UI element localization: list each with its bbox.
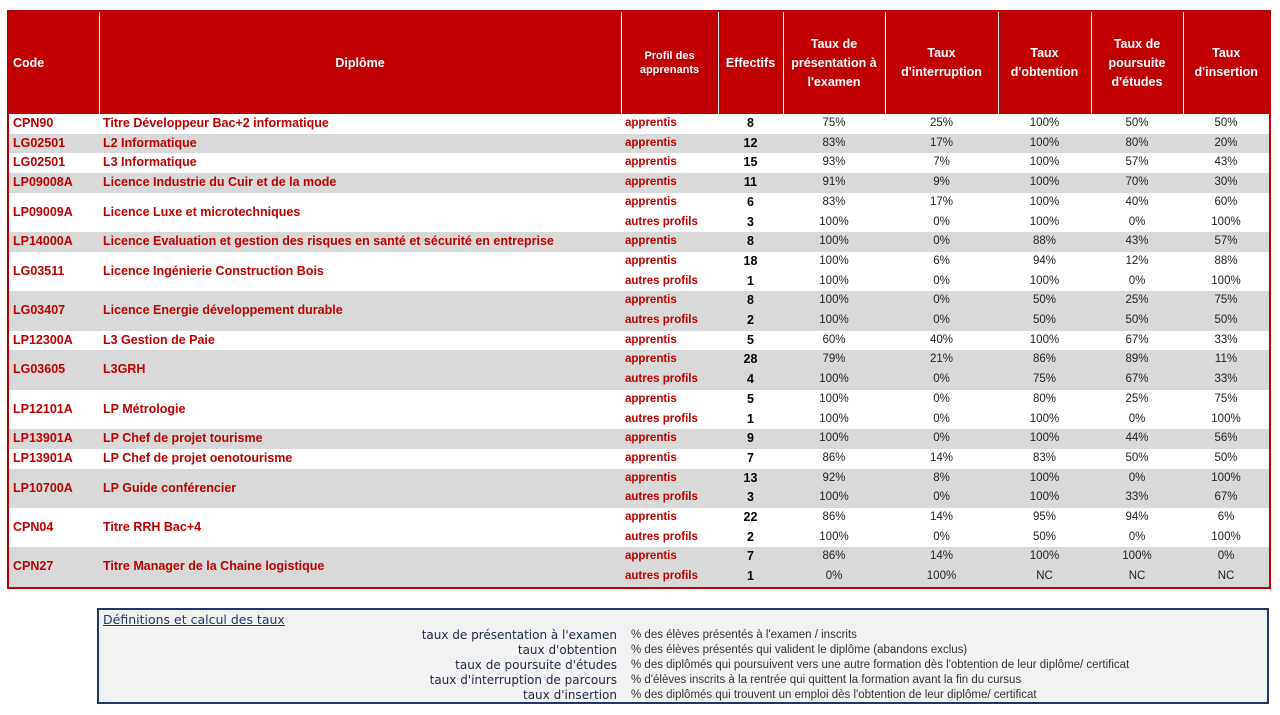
definition-item — [99, 673, 1267, 688]
cell-poursuite: 80% — [1091, 134, 1183, 154]
cell-presentation: 100% — [783, 429, 885, 449]
cell-code: LG03605 — [9, 350, 99, 389]
definition-term: taux d'interruption de parcours — [429, 673, 617, 687]
cell-profil: apprentis — [621, 449, 718, 469]
cell-poursuite: 25% — [1091, 291, 1183, 311]
cell-poursuite: 0% — [1091, 410, 1183, 430]
header-insertion: Taux d'insertion — [1183, 12, 1269, 114]
definitions-list — [99, 628, 1267, 703]
cell-interruption: 0% — [885, 213, 998, 233]
cell-profil: autres profils — [621, 213, 718, 233]
cell-code: LP13901A — [9, 429, 99, 449]
header-profil: Profil des apprenants — [621, 12, 718, 114]
cell-presentation: 83% — [783, 134, 885, 154]
cell-obtention: 100% — [998, 173, 1091, 193]
cell-obtention: 50% — [998, 311, 1091, 331]
cell-effectifs: 5 — [718, 331, 783, 351]
cell-poursuite: 50% — [1091, 114, 1183, 134]
cell-interruption: 9% — [885, 173, 998, 193]
cell-poursuite: 25% — [1091, 390, 1183, 410]
cell-obtention: 94% — [998, 252, 1091, 272]
definition-desc: % des élèves présentés à l'examen / inscrits — [631, 629, 857, 641]
cell-presentation: 91% — [783, 173, 885, 193]
cell-obtention: 100% — [998, 547, 1091, 567]
header-code: Code — [9, 12, 99, 114]
cell-profil: autres profils — [621, 567, 718, 587]
table-row — [9, 252, 1269, 272]
cell-effectifs: 2 — [718, 528, 783, 548]
cell-presentation: 100% — [783, 252, 885, 272]
cell-effectifs: 15 — [718, 153, 783, 173]
cell-poursuite: NC — [1091, 567, 1183, 587]
cell-insertion: 30% — [1183, 173, 1269, 193]
results-table-container — [7, 10, 1271, 589]
cell-insertion: 57% — [1183, 232, 1269, 252]
cell-diplome: Licence Energie développement durable — [99, 291, 621, 330]
cell-effectifs: 6 — [718, 193, 783, 213]
cell-obtention: 100% — [998, 488, 1091, 508]
cell-interruption: 100% — [885, 567, 998, 587]
cell-profil: apprentis — [621, 252, 718, 272]
cell-presentation: 75% — [783, 114, 885, 134]
cell-interruption: 8% — [885, 469, 998, 489]
definition-term: taux d'obtention — [517, 643, 617, 657]
cell-obtention: 83% — [998, 449, 1091, 469]
cell-insertion: 100% — [1183, 469, 1269, 489]
definition-desc: % des élèves présentés qui valident le diplôme (abandons exclus) — [631, 644, 968, 656]
cell-code: CPN04 — [9, 508, 99, 547]
cell-profil: apprentis — [621, 173, 718, 193]
definition-desc: % des diplômés qui poursuivent vers une autre formation dès l'obtention de leur diplôme/ certificat — [631, 659, 1130, 671]
table-row — [9, 547, 1269, 567]
cell-presentation: 100% — [783, 311, 885, 331]
cell-profil: apprentis — [621, 291, 718, 311]
cell-insertion: 75% — [1183, 390, 1269, 410]
cell-obtention: 100% — [998, 410, 1091, 430]
cell-poursuite: 12% — [1091, 252, 1183, 272]
cell-insertion: 33% — [1183, 331, 1269, 351]
cell-code: LG02501 — [9, 153, 99, 173]
cell-poursuite: 70% — [1091, 173, 1183, 193]
cell-presentation: 100% — [783, 390, 885, 410]
cell-interruption: 0% — [885, 370, 998, 390]
table-row — [9, 429, 1269, 449]
cell-presentation: 83% — [783, 193, 885, 213]
cell-poursuite: 67% — [1091, 331, 1183, 351]
cell-diplome: L3 Gestion de Paie — [99, 331, 621, 351]
cell-interruption: 0% — [885, 528, 998, 548]
cell-code: LP12101A — [9, 390, 99, 429]
cell-effectifs: 2 — [718, 311, 783, 331]
definitions-title: Définitions et calcul des taux — [103, 612, 285, 627]
cell-insertion: 100% — [1183, 272, 1269, 292]
definition-desc: % des diplômés qui trouvent un emploi dès l'obtention de leur diplôme/ certificat — [631, 689, 1037, 701]
cell-effectifs: 13 — [718, 469, 783, 489]
cell-poursuite: 57% — [1091, 153, 1183, 173]
cell-effectifs: 8 — [718, 291, 783, 311]
cell-interruption: 14% — [885, 449, 998, 469]
cell-code: CPN27 — [9, 547, 99, 586]
cell-insertion: 100% — [1183, 213, 1269, 233]
cell-insertion: 75% — [1183, 291, 1269, 311]
cell-diplome: LP Chef de projet tourisme — [99, 429, 621, 449]
cell-poursuite: 50% — [1091, 311, 1183, 331]
definition-item — [99, 643, 1267, 658]
table-row — [9, 232, 1269, 252]
cell-effectifs: 7 — [718, 449, 783, 469]
cell-poursuite: 50% — [1091, 449, 1183, 469]
cell-diplome: Titre Manager de la Chaine logistique — [99, 547, 621, 586]
cell-obtention: 75% — [998, 370, 1091, 390]
cell-insertion: 100% — [1183, 528, 1269, 548]
table-row — [9, 193, 1269, 213]
cell-effectifs: 8 — [718, 114, 783, 134]
cell-poursuite: 94% — [1091, 508, 1183, 528]
cell-insertion: 56% — [1183, 429, 1269, 449]
cell-code: LP09008A — [9, 173, 99, 193]
cell-interruption: 0% — [885, 311, 998, 331]
cell-obtention: 100% — [998, 213, 1091, 233]
cell-effectifs: 5 — [718, 390, 783, 410]
cell-insertion: 20% — [1183, 134, 1269, 154]
cell-effectifs: 3 — [718, 213, 783, 233]
cell-profil: apprentis — [621, 390, 718, 410]
cell-effectifs: 1 — [718, 567, 783, 587]
cell-code: LP10700A — [9, 469, 99, 508]
cell-effectifs: 22 — [718, 508, 783, 528]
definition-term: taux de présentation à l'examen — [421, 628, 617, 642]
cell-diplome: Licence Luxe et microtechniques — [99, 193, 621, 232]
cell-presentation: 86% — [783, 449, 885, 469]
cell-presentation: 100% — [783, 370, 885, 390]
cell-diplome: L2 Informatique — [99, 134, 621, 154]
cell-interruption: 21% — [885, 350, 998, 370]
cell-insertion: 6% — [1183, 508, 1269, 528]
table-row — [9, 114, 1269, 134]
cell-poursuite: 40% — [1091, 193, 1183, 213]
cell-insertion: 50% — [1183, 449, 1269, 469]
cell-obtention: 100% — [998, 272, 1091, 292]
cell-poursuite: 0% — [1091, 213, 1183, 233]
cell-effectifs: 1 — [718, 410, 783, 430]
cell-interruption: 0% — [885, 291, 998, 311]
cell-effectifs: 1 — [718, 272, 783, 292]
definition-item — [99, 658, 1267, 673]
cell-interruption: 0% — [885, 272, 998, 292]
cell-interruption: 0% — [885, 390, 998, 410]
cell-code: LP13901A — [9, 449, 99, 469]
cell-obtention: 100% — [998, 193, 1091, 213]
cell-insertion: 43% — [1183, 153, 1269, 173]
cell-interruption: 17% — [885, 193, 998, 213]
cell-effectifs: 11 — [718, 173, 783, 193]
table-row — [9, 350, 1269, 370]
cell-code: LG03407 — [9, 291, 99, 330]
definitions-box — [97, 608, 1269, 704]
cell-interruption: 0% — [885, 488, 998, 508]
table-header-row — [9, 12, 1269, 114]
cell-diplome: LP Chef de projet oenotourisme — [99, 449, 621, 469]
cell-poursuite: 0% — [1091, 272, 1183, 292]
cell-obtention: 80% — [998, 390, 1091, 410]
cell-obtention: 100% — [998, 153, 1091, 173]
cell-effectifs: 8 — [718, 232, 783, 252]
cell-code: LG02501 — [9, 134, 99, 154]
cell-diplome: LP Guide conférencier — [99, 469, 621, 508]
table-row — [9, 449, 1269, 469]
cell-poursuite: 0% — [1091, 469, 1183, 489]
table-row — [9, 508, 1269, 528]
table-row — [9, 173, 1269, 193]
cell-interruption: 14% — [885, 547, 998, 567]
cell-obtention: 100% — [998, 331, 1091, 351]
cell-profil: autres profils — [621, 488, 718, 508]
header-presentation: Taux de présentation à l'examen — [783, 12, 885, 114]
table-row — [9, 469, 1269, 489]
header-diplome: Diplôme — [99, 12, 621, 114]
cell-presentation: 100% — [783, 213, 885, 233]
header-poursuite: Taux de poursuite d'études — [1091, 12, 1183, 114]
cell-presentation: 93% — [783, 153, 885, 173]
cell-presentation: 100% — [783, 488, 885, 508]
cell-profil: autres profils — [621, 311, 718, 331]
cell-profil: autres profils — [621, 528, 718, 548]
cell-interruption: 40% — [885, 331, 998, 351]
cell-poursuite: 43% — [1091, 232, 1183, 252]
table-row — [9, 331, 1269, 351]
cell-interruption: 0% — [885, 429, 998, 449]
cell-interruption: 17% — [885, 134, 998, 154]
cell-diplome: Titre Développeur Bac+2 informatique — [99, 114, 621, 134]
cell-obtention: NC — [998, 567, 1091, 587]
cell-insertion: 11% — [1183, 350, 1269, 370]
cell-profil: apprentis — [621, 350, 718, 370]
cell-insertion: 88% — [1183, 252, 1269, 272]
cell-poursuite: 67% — [1091, 370, 1183, 390]
cell-profil: autres profils — [621, 272, 718, 292]
cell-profil: apprentis — [621, 193, 718, 213]
table-row — [9, 291, 1269, 311]
definition-item — [99, 688, 1267, 703]
cell-profil: apprentis — [621, 508, 718, 528]
cell-poursuite: 44% — [1091, 429, 1183, 449]
cell-interruption: 6% — [885, 252, 998, 272]
cell-presentation: 86% — [783, 547, 885, 567]
cell-profil: apprentis — [621, 547, 718, 567]
cell-presentation: 86% — [783, 508, 885, 528]
cell-interruption: 14% — [885, 508, 998, 528]
cell-presentation: 92% — [783, 469, 885, 489]
table-row — [9, 390, 1269, 410]
cell-insertion: 33% — [1183, 370, 1269, 390]
cell-code: LP14000A — [9, 232, 99, 252]
cell-interruption: 7% — [885, 153, 998, 173]
cell-presentation: 79% — [783, 350, 885, 370]
table-body — [9, 114, 1269, 587]
cell-effectifs: 12 — [718, 134, 783, 154]
cell-interruption: 25% — [885, 114, 998, 134]
cell-profil: autres profils — [621, 370, 718, 390]
cell-effectifs: 7 — [718, 547, 783, 567]
cell-presentation: 100% — [783, 410, 885, 430]
cell-obtention: 50% — [998, 291, 1091, 311]
cell-code: LP12300A — [9, 331, 99, 351]
cell-diplome: LP Métrologie — [99, 390, 621, 429]
header-effectifs: Effectifs — [718, 12, 783, 114]
cell-profil: apprentis — [621, 331, 718, 351]
cell-profil: autres profils — [621, 410, 718, 430]
cell-profil: apprentis — [621, 429, 718, 449]
cell-obtention: 88% — [998, 232, 1091, 252]
cell-insertion: 60% — [1183, 193, 1269, 213]
cell-diplome: L3GRH — [99, 350, 621, 389]
cell-code: LG03511 — [9, 252, 99, 291]
results-table — [9, 12, 1269, 587]
cell-insertion: 50% — [1183, 114, 1269, 134]
cell-poursuite: 100% — [1091, 547, 1183, 567]
cell-obtention: 95% — [998, 508, 1091, 528]
cell-poursuite: 89% — [1091, 350, 1183, 370]
cell-profil: apprentis — [621, 469, 718, 489]
header-interruption: Taux d'interruption — [885, 12, 998, 114]
cell-insertion: NC — [1183, 567, 1269, 587]
cell-diplome: Licence Industrie du Cuir et de la mode — [99, 173, 621, 193]
table-row — [9, 153, 1269, 173]
cell-profil: apprentis — [621, 134, 718, 154]
cell-effectifs: 3 — [718, 488, 783, 508]
cell-presentation: 100% — [783, 272, 885, 292]
cell-diplome: Licence Evaluation et gestion des risques en santé et sécurité en entreprise — [99, 232, 621, 252]
cell-profil: apprentis — [621, 232, 718, 252]
cell-diplome: Licence Ingénierie Construction Bois — [99, 252, 621, 291]
cell-insertion: 50% — [1183, 311, 1269, 331]
table-row — [9, 134, 1269, 154]
cell-interruption: 0% — [885, 410, 998, 430]
header-obtention: Taux d'obtention — [998, 12, 1091, 114]
cell-obtention: 100% — [998, 134, 1091, 154]
cell-profil: apprentis — [621, 153, 718, 173]
cell-presentation: 100% — [783, 528, 885, 548]
cell-obtention: 100% — [998, 114, 1091, 134]
definition-term: taux de poursuite d'études — [455, 658, 617, 672]
cell-presentation: 100% — [783, 232, 885, 252]
cell-presentation: 60% — [783, 331, 885, 351]
cell-obtention: 100% — [998, 429, 1091, 449]
cell-diplome: Titre RRH Bac+4 — [99, 508, 621, 547]
cell-effectifs: 18 — [718, 252, 783, 272]
definition-term: taux d'insertion — [523, 688, 617, 702]
cell-insertion: 0% — [1183, 547, 1269, 567]
definition-desc: % d'élèves inscrits à la rentrée qui quittent la formation avant la fin du cursus — [631, 674, 1022, 686]
cell-obtention: 86% — [998, 350, 1091, 370]
cell-presentation: 100% — [783, 291, 885, 311]
cell-effectifs: 28 — [718, 350, 783, 370]
cell-obtention: 50% — [998, 528, 1091, 548]
cell-insertion: 100% — [1183, 410, 1269, 430]
cell-poursuite: 0% — [1091, 528, 1183, 548]
cell-effectifs: 4 — [718, 370, 783, 390]
cell-code: LP09009A — [9, 193, 99, 232]
cell-obtention: 100% — [998, 469, 1091, 489]
cell-poursuite: 33% — [1091, 488, 1183, 508]
cell-interruption: 0% — [885, 232, 998, 252]
cell-diplome: L3 Informatique — [99, 153, 621, 173]
cell-effectifs: 9 — [718, 429, 783, 449]
cell-insertion: 67% — [1183, 488, 1269, 508]
cell-code: CPN90 — [9, 114, 99, 134]
cell-presentation: 0% — [783, 567, 885, 587]
cell-profil: apprentis — [621, 114, 718, 134]
definition-item — [99, 628, 1267, 643]
